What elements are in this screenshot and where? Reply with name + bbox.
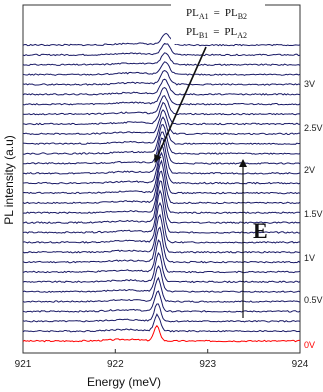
trace-16 bbox=[23, 146, 300, 184]
x-tick-label-923: 923 bbox=[199, 359, 217, 370]
trace-2 bbox=[23, 304, 300, 322]
trace-24 bbox=[23, 88, 300, 105]
x-axis-title: Energy (meV) bbox=[86, 375, 162, 389]
voltage-labels bbox=[304, 79, 323, 350]
voltage-label-2-5v: 2.5V bbox=[304, 123, 323, 133]
voltage-label-0-5v: 0.5V bbox=[304, 295, 323, 305]
voltage-label-1v: 1V bbox=[304, 253, 316, 263]
trace-0v bbox=[23, 326, 300, 342]
x-tick-label-922: 922 bbox=[106, 359, 124, 370]
annotation-line-2: $PL_{B1} = PL_{A2}$ bbox=[186, 26, 248, 40]
x-tick-label-921: 921 bbox=[14, 359, 32, 370]
field-label: E bbox=[253, 218, 268, 243]
voltage-label-2v: 2V bbox=[304, 165, 316, 175]
trace-4 bbox=[23, 278, 300, 302]
trace-6 bbox=[23, 253, 300, 283]
voltage-label-0v: 0V bbox=[304, 340, 316, 350]
trace-21 bbox=[23, 110, 300, 135]
voltage-label-1-5v: 1.5V bbox=[304, 209, 323, 219]
spectra-traces bbox=[23, 33, 300, 341]
x-axis bbox=[15, 349, 309, 370]
trace-25 bbox=[23, 79, 300, 95]
trace-20 bbox=[23, 117, 300, 144]
trace-1 bbox=[23, 314, 300, 332]
trace-7 bbox=[23, 240, 300, 273]
x-tick-label-924: 924 bbox=[291, 359, 309, 370]
voltage-label-3v: 3V bbox=[304, 79, 316, 89]
y-axis-title: PL intensity (a.u) bbox=[2, 135, 16, 225]
annotation-line-1: $PL_{A1} = PL_{B2}$ bbox=[186, 7, 248, 21]
